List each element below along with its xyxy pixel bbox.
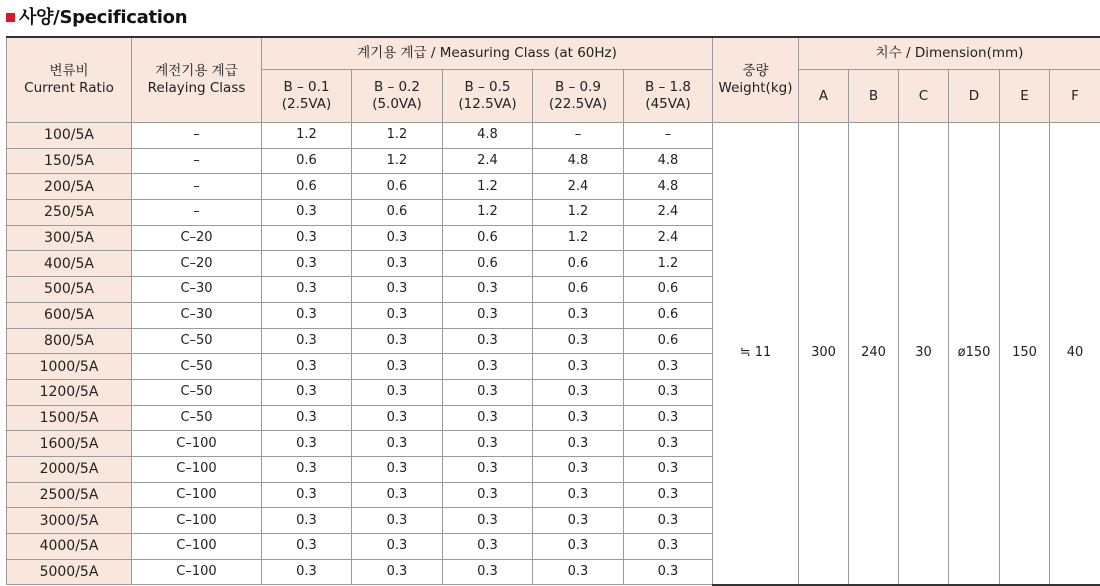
measuring-value-cell: 0.3	[352, 431, 443, 457]
measuring-value-cell: 0.3	[443, 456, 533, 482]
measuring-value-cell: 0.3	[533, 405, 624, 431]
current-ratio-cell: 2500/5A	[7, 482, 132, 508]
measuring-value-cell: 0.3	[352, 456, 443, 482]
header-measuring-col: B – 1.8 (45VA)	[624, 70, 713, 123]
relaying-class-cell: –	[132, 123, 262, 149]
measuring-value-cell: 0.3	[352, 277, 443, 303]
measuring-value-cell: 4.8	[443, 123, 533, 149]
measuring-value-cell: –	[533, 123, 624, 149]
header-dimension-col: B	[849, 70, 899, 123]
measuring-value-cell: 0.6	[624, 277, 713, 303]
measuring-value-cell: 0.3	[443, 482, 533, 508]
relaying-class-cell: C–50	[132, 379, 262, 405]
measuring-value-cell: 0.3	[443, 354, 533, 380]
measuring-value-cell: 0.3	[443, 559, 533, 585]
measuring-value-cell: 0.3	[533, 559, 624, 585]
measuring-value-cell: 1.2	[533, 200, 624, 226]
measuring-value-cell: 0.3	[262, 379, 352, 405]
header-relaying-class: 계전기용 계급 Relaying Class	[132, 37, 262, 123]
header-dimension: 치수 / Dimension(mm)	[799, 37, 1100, 70]
relaying-class-cell: C–100	[132, 456, 262, 482]
measuring-value-cell: 2.4	[443, 148, 533, 174]
measuring-value-cell: 0.3	[624, 482, 713, 508]
measuring-value-cell: 0.3	[443, 405, 533, 431]
measuring-value-cell: 0.3	[352, 559, 443, 585]
header-dimension-col: F	[1050, 70, 1100, 123]
measuring-value-cell: 0.3	[262, 251, 352, 277]
current-ratio-cell: 1500/5A	[7, 405, 132, 431]
measuring-value-cell: 0.3	[443, 508, 533, 534]
red-square-bullet-icon	[6, 13, 15, 22]
measuring-value-cell: 0.3	[533, 456, 624, 482]
relaying-class-cell: C–100	[132, 559, 262, 585]
measuring-value-cell: 0.3	[262, 354, 352, 380]
current-ratio-cell: 1200/5A	[7, 379, 132, 405]
current-ratio-cell: 150/5A	[7, 148, 132, 174]
current-ratio-cell: 1000/5A	[7, 354, 132, 380]
measuring-value-cell: 0.3	[352, 405, 443, 431]
table-row	[7, 123, 1100, 149]
relaying-class-cell: C–100	[132, 482, 262, 508]
dimension-value-cell: 40	[1050, 123, 1100, 585]
dimension-value-cell: 150	[1000, 123, 1050, 585]
current-ratio-cell: 400/5A	[7, 251, 132, 277]
measuring-value-cell: –	[624, 123, 713, 149]
measuring-value-cell: 0.6	[624, 328, 713, 354]
measuring-value-cell: 0.3	[533, 508, 624, 534]
measuring-value-cell: 1.2	[352, 148, 443, 174]
measuring-value-cell: 4.8	[624, 148, 713, 174]
measuring-value-cell: 0.3	[262, 405, 352, 431]
header-dimension-col: D	[949, 70, 1000, 123]
measuring-value-cell: 0.3	[624, 379, 713, 405]
measuring-value-cell: 0.3	[533, 354, 624, 380]
current-ratio-cell: 5000/5A	[7, 559, 132, 585]
current-ratio-cell: 100/5A	[7, 123, 132, 149]
header-current-ratio: 변류비 Current Ratio	[7, 37, 132, 123]
relaying-class-cell: C–20	[132, 251, 262, 277]
measuring-value-cell: 0.3	[624, 508, 713, 534]
dimension-value-cell: ø150	[949, 123, 1000, 585]
dimension-value-cell: 30	[899, 123, 949, 585]
measuring-value-cell: 0.3	[352, 534, 443, 560]
measuring-value-cell: 0.3	[443, 277, 533, 303]
current-ratio-cell: 200/5A	[7, 174, 132, 200]
measuring-value-cell: 0.3	[443, 379, 533, 405]
dimension-value-cell: 240	[849, 123, 899, 585]
current-ratio-cell: 600/5A	[7, 302, 132, 328]
measuring-value-cell: 0.3	[262, 302, 352, 328]
relaying-class-cell: C–30	[132, 302, 262, 328]
measuring-value-cell: 0.3	[352, 508, 443, 534]
header-measuring-col: B – 0.5 (12.5VA)	[443, 70, 533, 123]
relaying-class-cell: C–20	[132, 225, 262, 251]
relaying-class-cell: C–100	[132, 431, 262, 457]
header-dimension-col: E	[1000, 70, 1050, 123]
measuring-value-cell: 2.4	[624, 200, 713, 226]
measuring-value-cell: 1.2	[262, 123, 352, 149]
measuring-value-cell: 0.6	[262, 174, 352, 200]
measuring-value-cell: 0.6	[533, 277, 624, 303]
current-ratio-cell: 250/5A	[7, 200, 132, 226]
current-ratio-cell: 500/5A	[7, 277, 132, 303]
header-measuring-col: B – 0.9 (22.5VA)	[533, 70, 624, 123]
weight-cell: ≒ 11	[713, 123, 799, 585]
measuring-value-cell: 0.3	[352, 354, 443, 380]
measuring-value-cell: 0.3	[533, 302, 624, 328]
measuring-value-cell: 0.3	[533, 534, 624, 560]
header-measuring-class: 계기용 계급 / Measuring Class (at 60Hz)	[262, 37, 713, 70]
header-dimension-col: C	[899, 70, 949, 123]
relaying-class-cell: C–100	[132, 534, 262, 560]
current-ratio-cell: 2000/5A	[7, 456, 132, 482]
relaying-class-cell: –	[132, 174, 262, 200]
measuring-value-cell: 4.8	[533, 148, 624, 174]
measuring-value-cell: 0.3	[262, 508, 352, 534]
current-ratio-cell: 3000/5A	[7, 508, 132, 534]
measuring-value-cell: 0.3	[443, 431, 533, 457]
measuring-value-cell: 0.3	[262, 482, 352, 508]
measuring-value-cell: 0.6	[352, 200, 443, 226]
current-ratio-cell: 4000/5A	[7, 534, 132, 560]
measuring-value-cell: 0.3	[533, 328, 624, 354]
measuring-value-cell: 0.3	[352, 251, 443, 277]
measuring-value-cell: 0.3	[443, 534, 533, 560]
current-ratio-cell: 800/5A	[7, 328, 132, 354]
measuring-value-cell: 2.4	[533, 174, 624, 200]
measuring-value-cell: 0.3	[443, 302, 533, 328]
relaying-class-cell: C–100	[132, 508, 262, 534]
header-measuring-col: B – 0.2 (5.0VA)	[352, 70, 443, 123]
header-dimension-col: A	[799, 70, 849, 123]
measuring-value-cell: 0.3	[443, 328, 533, 354]
measuring-value-cell: 0.3	[262, 200, 352, 226]
measuring-value-cell: 1.2	[352, 123, 443, 149]
measuring-value-cell: 0.3	[624, 431, 713, 457]
current-ratio-cell: 1600/5A	[7, 431, 132, 457]
measuring-value-cell: 0.3	[262, 328, 352, 354]
measuring-value-cell: 0.3	[533, 482, 624, 508]
dimension-value-cell: 300	[799, 123, 849, 585]
current-ratio-cell: 300/5A	[7, 225, 132, 251]
section-title: 사양/Specification	[19, 3, 187, 29]
measuring-value-cell: 0.6	[352, 174, 443, 200]
measuring-value-cell: 0.3	[533, 431, 624, 457]
measuring-value-cell: 0.3	[352, 302, 443, 328]
measuring-value-cell: 0.3	[352, 225, 443, 251]
measuring-value-cell: 0.3	[624, 354, 713, 380]
measuring-value-cell: 2.4	[624, 225, 713, 251]
relaying-class-cell: C–50	[132, 354, 262, 380]
measuring-value-cell: 1.2	[443, 200, 533, 226]
header-measuring-col: B – 0.1 (2.5VA)	[262, 70, 352, 123]
relaying-class-cell: C–50	[132, 328, 262, 354]
measuring-value-cell: 0.6	[262, 148, 352, 174]
measuring-value-cell: 0.3	[624, 559, 713, 585]
specification-table	[6, 36, 1100, 586]
measuring-value-cell: 0.3	[352, 379, 443, 405]
measuring-value-cell: 0.3	[352, 482, 443, 508]
measuring-value-cell: 0.3	[624, 405, 713, 431]
measuring-value-cell: 0.6	[533, 251, 624, 277]
measuring-value-cell: 0.3	[262, 456, 352, 482]
section-title-bar	[6, 4, 187, 28]
measuring-value-cell: 0.3	[624, 456, 713, 482]
measuring-value-cell: 0.3	[262, 277, 352, 303]
relaying-class-cell: –	[132, 148, 262, 174]
relaying-class-cell: –	[132, 200, 262, 226]
measuring-value-cell: 0.6	[443, 251, 533, 277]
relaying-class-cell: C–50	[132, 405, 262, 431]
measuring-value-cell: 0.3	[533, 379, 624, 405]
measuring-value-cell: 0.3	[352, 328, 443, 354]
measuring-value-cell: 1.2	[443, 174, 533, 200]
measuring-value-cell: 0.3	[262, 225, 352, 251]
header-weight: 중량 Weight(kg)	[713, 37, 799, 123]
measuring-value-cell: 1.2	[533, 225, 624, 251]
measuring-value-cell: 0.6	[624, 302, 713, 328]
measuring-value-cell: 0.3	[262, 534, 352, 560]
measuring-value-cell: 1.2	[624, 251, 713, 277]
relaying-class-cell: C–30	[132, 277, 262, 303]
measuring-value-cell: 0.3	[262, 431, 352, 457]
measuring-value-cell: 0.3	[262, 559, 352, 585]
measuring-value-cell: 4.8	[624, 174, 713, 200]
measuring-value-cell: 0.6	[443, 225, 533, 251]
measuring-value-cell: 0.3	[624, 534, 713, 560]
